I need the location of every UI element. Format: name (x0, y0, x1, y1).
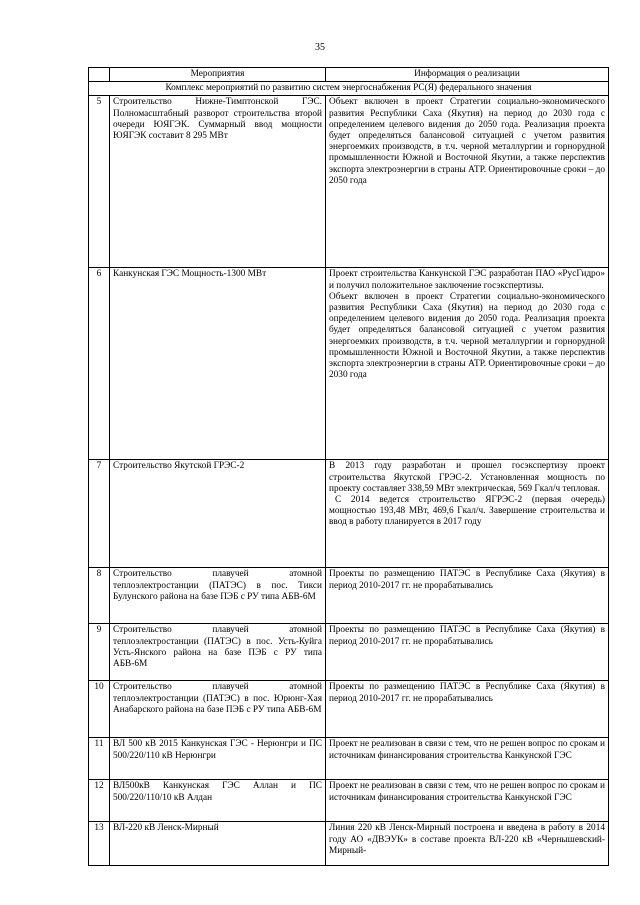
table-row (89, 681, 609, 738)
section-title-row (89, 82, 609, 96)
row-number: 7 (89, 460, 110, 568)
info-cell (326, 738, 609, 780)
table-row (89, 96, 609, 268)
table-row (89, 780, 609, 822)
info-cell (326, 624, 609, 681)
info-paragraph: Проект не реализован в связи с тем, что не решен вопрос по срокам и источникам финансирования строительства Канкунской ГЭС (329, 739, 606, 761)
info-cell (326, 460, 609, 568)
info-paragraph: С 2014 ведется строительство ЯГРЭС-2 (первая очередь) мощностью 193,48 МВт, 469,6 Гкал/ч. Завершение строительства и ввод в работу планируется в 2017 году (329, 495, 605, 528)
info-paragraph: Проект строительства Канкунской ГЭС разработан ПАО «РусГидро» и получил положительное заключение госэкспертизы. (329, 269, 605, 291)
row-number: 12 (89, 780, 110, 822)
table-header-row (89, 68, 609, 82)
row-number: 8 (89, 568, 110, 624)
section-title: Комплекс мероприятий по развитию систем энергоснабжения РС(Я) федерального значения (89, 82, 609, 96)
table-row (89, 738, 609, 780)
table-row (89, 268, 609, 460)
measure-cell: Строительство Якутской ГРЭС-2 (110, 460, 326, 568)
page-number: 35 (315, 42, 325, 53)
header-num (89, 68, 110, 82)
row-number: 6 (89, 268, 110, 460)
table-row (89, 822, 609, 866)
measure-cell: ВЛ500кВ Канкунская ГЭС Аллан и ПС 500/220/110/10 кВ Алдан (110, 780, 326, 822)
header-measures: Мероприятия (110, 68, 326, 82)
measure-cell: ВЛ 500 кВ 2015 Канкунская ГЭС - Нерюнгри и ПС 500/220/110 кВ Нерюнгри (110, 738, 326, 780)
info-paragraph: Проекты по размещению ПАТЭС в Республике Саха (Якутия) в период 2010-2017 гг. не прорабатывались (329, 569, 605, 591)
row-number: 5 (89, 96, 110, 268)
table-row (89, 568, 609, 624)
info-cell (326, 822, 609, 866)
measure-cell: Строительство плавучей атомной теплоэлектростанции (ПАТЭС) в пос. Усть-Куйга Усть-Янского района на базе ПЭБ с РУ типа АБВ-6М (110, 624, 326, 681)
measure-cell: Строительство Нижне-Тимптонской ГЭС. Полномасштабный разворот строительства второй очереди ЮЯГЭК. Суммарный ввод мощности ЮЯГЭК составит 8 295 МВт (110, 96, 326, 268)
measures-table (88, 67, 609, 866)
table-row (89, 460, 609, 568)
measure-cell: ВЛ-220 кВ Ленск-Мирный (110, 822, 326, 866)
info-paragraph: В 2013 году разработан и прошел госэкспертизу проект строительства Якутской ГРЭС-2. Установленная мощность по проекту составляет 338,59 МВт электрическая, 569 Гкал/ч тепловая. (329, 461, 605, 494)
info-cell (326, 96, 609, 268)
header-implementation-info: Информация о реализации (326, 68, 609, 82)
info-paragraph: Проекты по размещению ПАТЭС в Республике Саха (Якутия) в период 2010-2017 гг. не прорабатывались (329, 682, 605, 704)
row-number: 11 (89, 738, 110, 780)
info-cell (326, 681, 609, 738)
row-number: 9 (89, 624, 110, 681)
info-cell (326, 268, 609, 460)
measure-cell: Канкунская ГЭС Мощность-1300 МВт (110, 268, 326, 460)
table-row (89, 624, 609, 681)
info-paragraph: Проекты по размещению ПАТЭС в Республике Саха (Якутия) в период 2010-2017 гг. не прорабатывались (329, 625, 605, 647)
measure-cell: Строительство плавучей атомной теплоэлектростанции (ПАТЭС) в пос. Тикси Булунского района на базе ПЭБ с РУ типа АБВ-6М (110, 568, 326, 624)
row-number: 13 (89, 822, 110, 866)
info-paragraph: Объект включен в проект Стратегии социально-экономического развития Республики Саха (Якутия) на период до 2030 года с определением целевого видения до 2050 года. Реализация проекта будет определяться балансовой ситуацией с учетом развития энергоемких производств, в т.ч. черной металлургии и горнорудной промышленности Южной и Восточной Якутии, а также перспектив экспорта электроэнергии в страны АТР. Ориентировочные сроки – до 2030 года (329, 291, 605, 381)
row-number: 10 (89, 681, 110, 738)
measure-cell: Строительство плавучей атомной теплоэлектростанции (ПАТЭС) в пос. Юрюнг-Хая Анабарского района на базе ПЭБ с РУ типа АБВ-6М (110, 681, 326, 738)
info-paragraph: Объект включен в проект Стратегии социально-экономического развития Республики Саха (Якутия) на период до 2030 года с определением целевого видения до 2050 года. Реализация проекта будет определяться балансовой ситуацией с учетом развития энергоемких производств, в т.ч. черной металлургии и горнорудной промышленности Южной и Восточной Якутии, а также перспектив экспорта электроэнергии в страны АТР. Ориентировочные сроки – до 2050 года (329, 97, 605, 186)
info-cell (326, 780, 609, 822)
info-paragraph: Линия 220 кВ Ленск-Мирный построена и введена в работу в 2014 году АО «ДВЭУК» в составе проекта ВЛ-220 кВ «Чернышевский-Мирный- (329, 823, 605, 856)
info-cell (326, 568, 609, 624)
info-paragraph: Проект не реализован в связи с тем, что не решен вопрос по срокам и источникам финансирования строительства Канкунской ГЭС (329, 781, 606, 803)
